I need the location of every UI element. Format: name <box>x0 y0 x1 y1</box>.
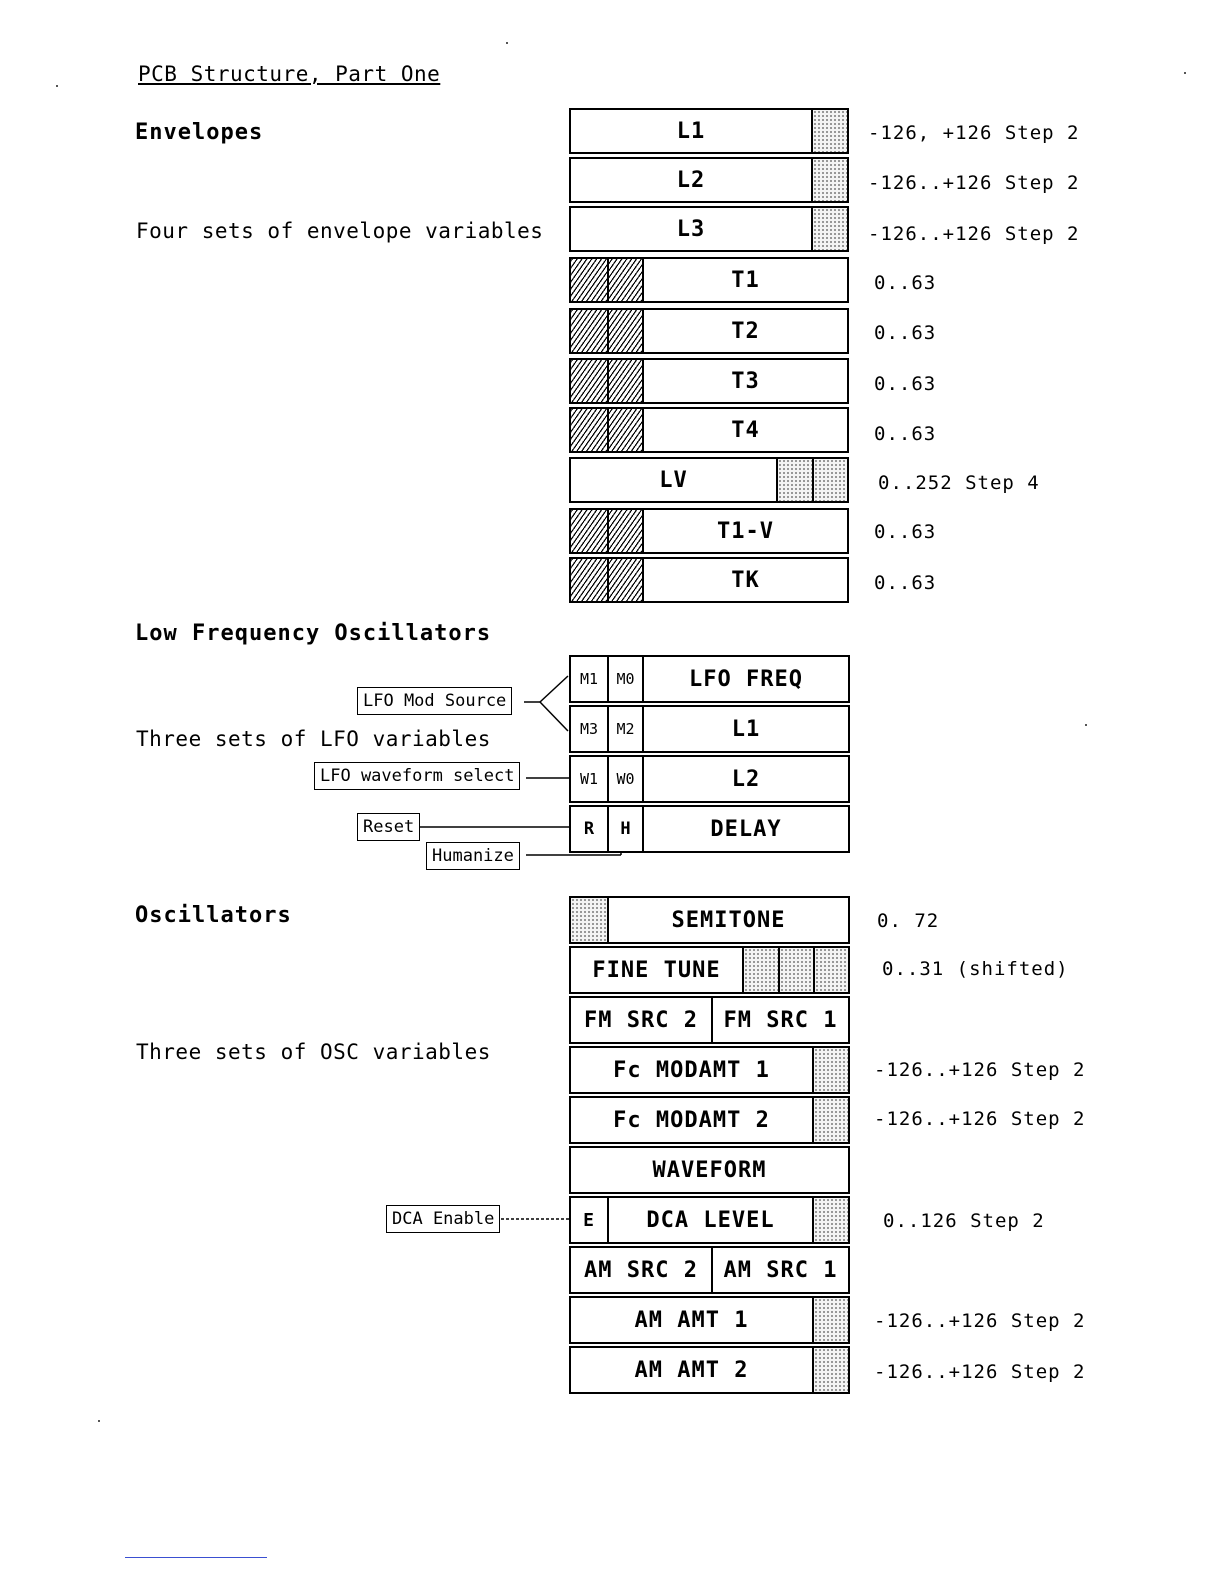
footer-rule <box>125 1557 267 1558</box>
register-field: DELAY <box>642 807 848 851</box>
range-text: -126, +126 Step 2 <box>868 122 1080 144</box>
register-field: L1 <box>676 118 706 144</box>
osc-register-fine-tune <box>569 946 850 994</box>
osc-register-am-amt-1 <box>569 1296 850 1344</box>
range-text: 0..63 <box>874 423 937 445</box>
range-text: -126..+126 Step 2 <box>868 223 1080 245</box>
register-field-fm-src-1: FM SRC 1 <box>711 998 848 1042</box>
unused-bit <box>812 1298 848 1342</box>
osc-register-am-src <box>569 1246 850 1294</box>
unused-bit <box>812 1048 848 1092</box>
envelopes-heading: Envelopes <box>135 120 264 145</box>
register-field: T2 <box>642 310 847 352</box>
register-field-am-src-1: AM SRC 1 <box>711 1248 848 1292</box>
annotation-lfo-mod-source: LFO Mod Source <box>357 687 512 715</box>
range-text: 0..31 (shifted) <box>882 958 1069 980</box>
bit-h: H <box>607 807 642 851</box>
lfo-register-l2 <box>569 755 850 803</box>
osc-register-waveform <box>569 1146 850 1194</box>
scan-speck <box>1085 724 1087 726</box>
range-text: 0..63 <box>874 373 937 395</box>
register-field: WAVEFORM <box>652 1157 767 1183</box>
range-text: -126..+126 Step 2 <box>874 1310 1086 1332</box>
osc-register-fc-modamt-2 <box>569 1096 850 1144</box>
register-field: LFO FREQ <box>642 657 848 701</box>
envelopes-description: Four sets of envelope variables <box>136 219 544 243</box>
register-field-fm-src-2: FM SRC 2 <box>584 1007 698 1033</box>
lfo-register-l1 <box>569 705 850 753</box>
bit-m0: M0 <box>607 657 642 701</box>
bit-r: R <box>583 819 595 839</box>
annotation-dca-enable: DCA Enable <box>386 1205 500 1233</box>
osc-register-fc-modamt-1 <box>569 1046 850 1094</box>
range-text: -126..+126 Step 2 <box>874 1361 1086 1383</box>
range-text: 0. 72 <box>877 910 940 932</box>
register-field: L2 <box>676 167 706 193</box>
bit-w0: W0 <box>607 757 642 801</box>
unused-bit <box>778 948 813 992</box>
register-field: T4 <box>642 409 847 451</box>
osc-register-dca-level <box>569 1196 850 1244</box>
osc-register-am-amt-2 <box>569 1346 850 1394</box>
unused-bit <box>812 1098 848 1142</box>
register-field-am-src-2: AM SRC 2 <box>584 1257 698 1283</box>
register-field: L1 <box>642 707 848 751</box>
register-field: Fc MODAMT 1 <box>613 1057 770 1083</box>
register-field: Fc MODAMT 2 <box>613 1107 770 1133</box>
register-field: LV <box>659 467 688 493</box>
range-text: 0..126 Step 2 <box>883 1210 1045 1232</box>
scan-speck <box>56 85 58 87</box>
unused-bit <box>812 1198 848 1242</box>
range-text: 0..252 Step 4 <box>878 472 1040 494</box>
lfo-register-delay <box>569 805 850 853</box>
register-field: AM AMT 1 <box>634 1307 749 1333</box>
scan-speck <box>506 42 508 44</box>
range-text: 0..63 <box>874 322 937 344</box>
range-text: 0..63 <box>874 572 937 594</box>
range-text: 0..63 <box>874 521 937 543</box>
register-field: L3 <box>676 216 706 242</box>
scan-speck <box>98 1420 100 1422</box>
register-field: T3 <box>642 360 847 402</box>
range-text: -126..+126 Step 2 <box>874 1059 1086 1081</box>
oscillators-heading: Oscillators <box>135 903 292 928</box>
bit-e: E <box>583 1209 595 1231</box>
scan-speck <box>1184 72 1186 74</box>
range-text: 0..63 <box>874 272 937 294</box>
range-text: -126..+126 Step 2 <box>868 172 1080 194</box>
register-field: FINE TUNE <box>592 957 721 983</box>
lfo-description: Three sets of LFO variables <box>136 727 491 751</box>
page-title: PCB Structure, Part One <box>138 62 441 86</box>
register-field: DCA LEVEL <box>607 1198 812 1242</box>
bit-m3: M3 <box>579 720 599 738</box>
register-field: T1 <box>642 259 847 301</box>
register-field: T1-V <box>642 510 847 552</box>
annotation-reset: Reset <box>357 813 420 841</box>
oscillators-description: Three sets of OSC variables <box>136 1040 491 1064</box>
annotation-lfo-waveform-select: LFO waveform select <box>314 762 520 790</box>
bit-w1: W1 <box>579 770 599 788</box>
unused-bit <box>742 948 778 992</box>
register-field: AM AMT 2 <box>634 1357 749 1383</box>
osc-register-semitone <box>569 896 850 944</box>
unused-bit <box>813 948 848 992</box>
range-text: -126..+126 Step 2 <box>874 1108 1086 1130</box>
unused-bit <box>812 1348 848 1392</box>
annotation-humanize: Humanize <box>426 842 520 870</box>
bit-m1: M1 <box>579 670 599 688</box>
register-field: SEMITONE <box>607 898 848 942</box>
osc-register-fm-src <box>569 996 850 1044</box>
register-field: TK <box>642 559 847 601</box>
bit-m2: M2 <box>607 707 642 751</box>
lfo-register-freq <box>569 655 850 703</box>
lfo-heading: Low Frequency Oscillators <box>135 621 492 646</box>
register-field: L2 <box>642 757 848 801</box>
unused-bit <box>571 898 607 942</box>
